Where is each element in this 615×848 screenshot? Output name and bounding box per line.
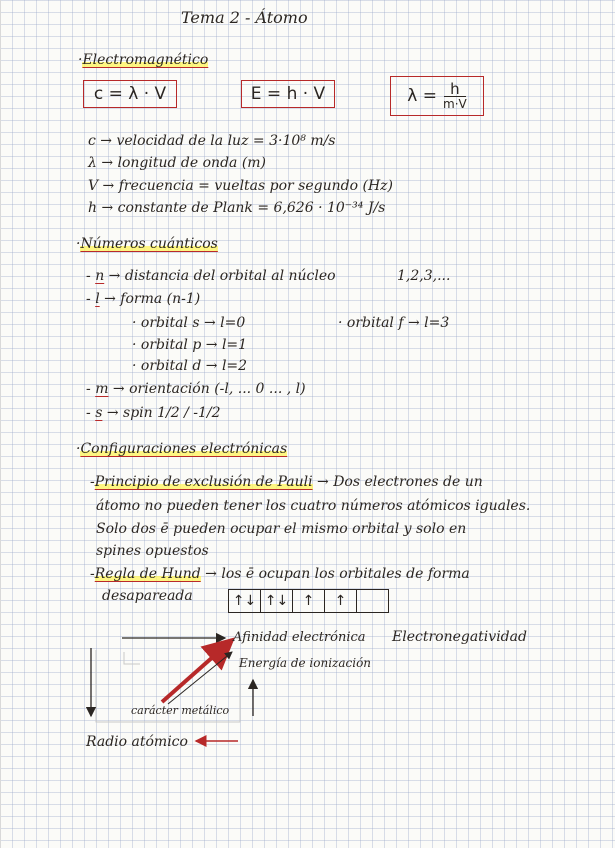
quantum-m: - m → orientación (-l, ... 0 ... , l)	[86, 381, 306, 397]
energia-label: Energía de ionización	[239, 656, 372, 670]
orbital-s: · orbital s → l=0	[132, 315, 246, 331]
orbital-d: · orbital d → l=2	[132, 358, 248, 374]
orbital-box: ↑	[292, 589, 325, 613]
quantum-l: - l → forma (n-1)	[86, 291, 201, 307]
energia-arrow	[162, 640, 232, 702]
afinidad-label: Afinidad electrónica	[233, 630, 366, 645]
caracter-label: carácter metálico	[131, 704, 230, 717]
pauli-line-2: átomo no pueden tener los cuatro números atómicos iguales.	[96, 498, 531, 514]
definition-v: V → frecuencia = vueltas por segundo (Hz)	[88, 178, 393, 194]
quantum-heading: ·Números cuánticos	[76, 236, 218, 252]
electronegatividad-label: Electronegatividad	[392, 629, 527, 645]
table-outline	[124, 652, 140, 664]
orbital-box: ↑	[324, 589, 357, 613]
formula-light-speed: c = λ · V	[83, 80, 177, 108]
pauli-line-3: Solo dos ē pueden ocupar el mismo orbital y solo en	[96, 521, 467, 537]
radio-label: Radio atómico	[86, 734, 188, 750]
quantum-n: - n → distancia del orbital al núcleo	[86, 268, 336, 284]
definition-c: c → velocidad de la luz = 3·10⁸ m/s	[88, 133, 336, 149]
formula-de-broglie: λ = $\frac{h}{m\cdot V}$	[390, 76, 484, 116]
quantum-n-values: 1,2,3,...	[397, 268, 451, 284]
energia-arrow-thin	[168, 652, 232, 704]
hund-line-2: desapareada	[102, 588, 193, 604]
quantum-s: - s → spin 1/2 / -1/2	[86, 405, 221, 421]
hund-line-1: -Regla de Hund → los ē ocupan los orbitales de forma	[90, 566, 470, 582]
config-heading: ·Configuraciones electrónicas	[76, 441, 288, 457]
formula-energy: E = h · V	[241, 80, 335, 108]
orbital-box: ↑↓	[228, 589, 261, 613]
pauli-line-1: -Principio de exclusión de Pauli → Dos electrones de un	[90, 474, 483, 490]
orbital-box: ↑↓	[260, 589, 293, 613]
electromagnetic-heading: ·Electromagnético	[78, 52, 209, 68]
orbital-p: · orbital p → l=1	[132, 337, 248, 353]
definition-h: h → constante de Plank = 6,626 · 10⁻³⁴ J/s	[88, 200, 386, 216]
pauli-line-4: spines opuestos	[96, 543, 209, 559]
orbital-f: · orbital f → l=3	[338, 315, 450, 331]
page-title: Tema 2 - Átomo	[181, 8, 308, 27]
definition-lambda: λ → longitud de onda (m)	[88, 155, 267, 171]
